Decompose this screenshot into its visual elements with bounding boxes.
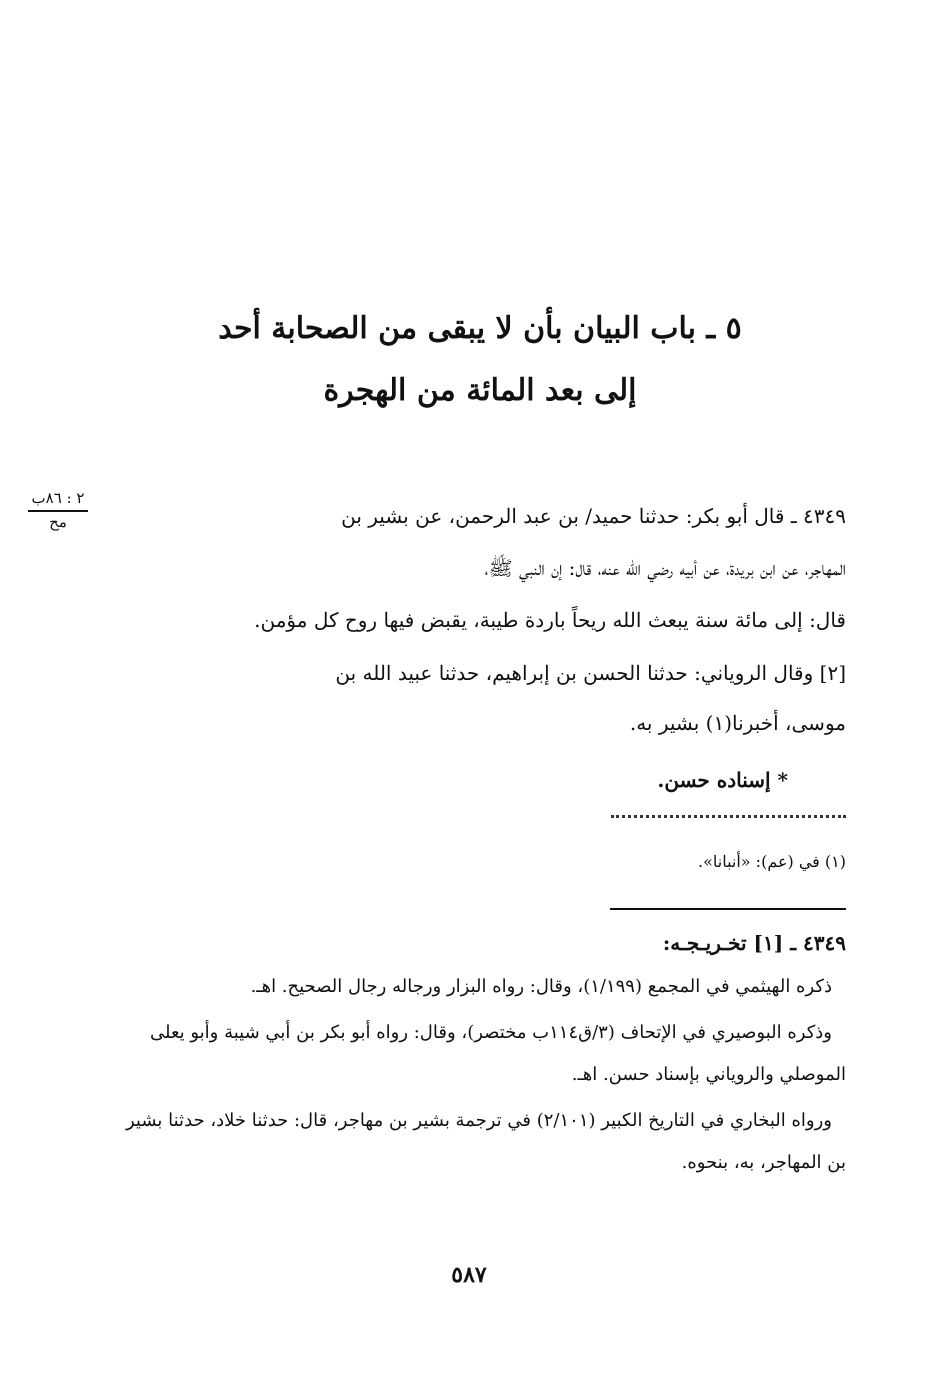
margin-reference xyxy=(28,488,88,532)
takhrij-text xyxy=(120,966,846,1188)
narration-line: موسى، أخبرنا(١) بشير به. xyxy=(629,711,846,735)
chapter-title-line-1: ٥ ـ باب البيان بأن لا يبقى من الصحابة أحد xyxy=(218,311,742,346)
hadith-line: ٤٣٤٩ ـ قال أبو بكر: حدثنا حميد/ بن عبد الرحمن، عن بشير بن xyxy=(341,504,846,528)
margin-reference-source: مح xyxy=(49,513,67,531)
margin-reference-folio: ٢ : ٨٦ب xyxy=(28,488,88,512)
footnote: (١) في (عم): «أنبانا». xyxy=(698,852,846,871)
takhrij-paragraph: ورواه البخاري في التاريخ الكبير (٢/١٠١) في ترجمة بشير بن مهاجر، قال: حدثنا خلاد، حدثنا بشير بن المهاجر، به، بنحوه. xyxy=(125,1110,846,1173)
footnote-separator xyxy=(611,815,846,818)
isnad-grading: * إسناده حسن. xyxy=(657,768,788,792)
chapter-title xyxy=(150,298,810,422)
hadith-text xyxy=(120,490,846,646)
second-narration xyxy=(120,648,846,748)
hadith-line: المهاجر، عن ابن بريدة، عن أبيه رضي الله عنه، قال: إن النبي ﷺ، xyxy=(484,556,846,580)
hadith-line: قال: إلى مائة سنة يبعث الله ريحاً باردة طيبة، يقبض فيها روح كل مؤمن. xyxy=(254,608,846,632)
chapter-title-line-2: إلى بعد المائة من الهجرة xyxy=(323,373,637,408)
narration-line: [٢] وقال الروياني: حدثنا الحسن بن إبراهيم، حدثنا عبيد الله بن xyxy=(335,661,846,685)
page-number: ٥٨٧ xyxy=(451,1262,487,1288)
takhrij-divider xyxy=(610,908,846,910)
takhrij-paragraph: ذكره الهيثمي في المجمع (١/١٩٩)، وقال: رواه البزار ورجاله رجال الصحيح. اهـ. xyxy=(250,976,832,997)
takhrij-paragraph: وذكره البوصيري في الإتحاف (٣/ق١١٤ب مختصر)، وقال: رواه أبو بكر بن أبي شيبة وأبو يعلى الموصلي والروياني بإسناد حسن. اهـ. xyxy=(149,1022,846,1085)
takhrij-heading: ٤٣٤٩ ـ [١] تخـريـجـه: xyxy=(662,931,846,955)
